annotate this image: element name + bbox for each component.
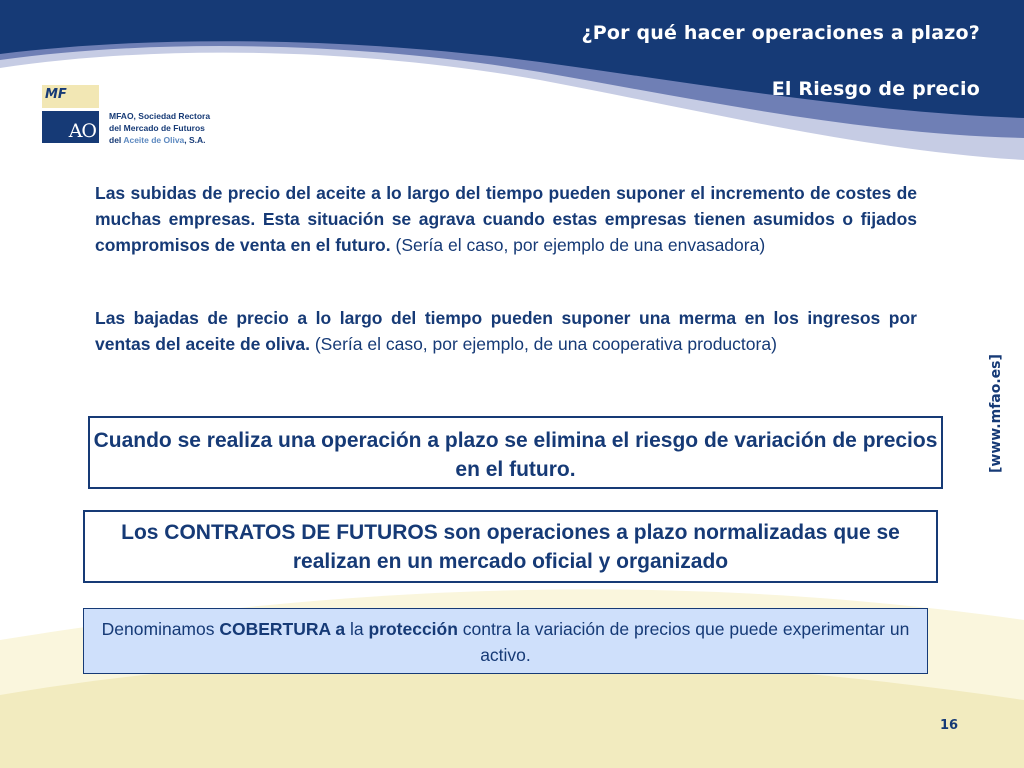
logo-mark-bottom: AO (68, 120, 96, 142)
paragraph-price-fall (95, 305, 917, 357)
side-url-text: [www.mfao.es] (988, 354, 1004, 473)
paragraph-price-rise-note: (Sería el caso, por ejemplo de una envasadora) (390, 235, 766, 255)
forward-operation-box: Cuando se realiza una operación a plazo se elimina el riesgo de variación de precios en el futuro. (88, 416, 943, 489)
header-subtitle: El Riesgo de precio (771, 78, 980, 100)
logo-text (109, 110, 210, 146)
header-title: ¿Por qué hacer operaciones a plazo? (581, 22, 980, 44)
futures-contracts-box: Los CONTRATOS DE FUTUROS son operaciones a plazo normalizadas que se realizan en un mercado oficial y organizado (83, 510, 938, 583)
paragraph-price-fall-note: (Sería el caso, por ejemplo, de una cooperativa productora) (309, 334, 777, 354)
logo-mark-top: MF (45, 87, 67, 102)
paragraph-price-rise-bold: Las subidas de precio del aceite a lo largo del tiempo pueden suponer el incremento de costes de muchas empresas. Esta situación se agrava cuando estas empresas tienen asumidos o fijados compromisos de venta en el futuro. (95, 183, 917, 255)
paragraph-price-fall-bold: Las bajadas de precio a lo largo del tiempo pueden suponer una merma en los ingresos por ventas del aceite de oliva. (95, 308, 917, 354)
hedging-definition-box: Denominamos COBERTURA a la protección contra la variación de precios que puede experimentar un activo. (83, 608, 928, 674)
logo-line-2: del Mercado de Futuros (109, 123, 205, 133)
mfao-logo (40, 84, 240, 146)
page-number: 16 (940, 718, 959, 733)
paragraph-price-rise (95, 180, 917, 258)
logo-line-1: MFAO, Sociedad Rectora (109, 111, 211, 121)
logo-line-3: del Aceite de Oliva, S.A. (109, 135, 206, 145)
logo-mark (40, 84, 101, 144)
